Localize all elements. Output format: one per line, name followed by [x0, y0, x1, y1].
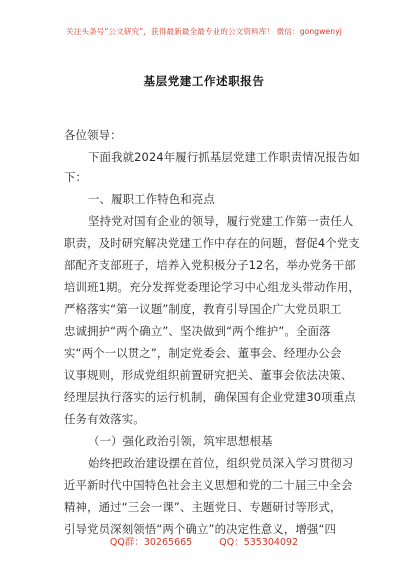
header-banner: 关注头条号“公文研究”，获得最新最全最专业的公文资料库！ 微信：gongwenyj: [66, 27, 342, 36]
footer-contact: [0, 534, 408, 548]
paragraph-line: 下：: [64, 170, 88, 184]
paragraph-line: 引导党员深刻领悟“两个确立”的决定性意义，增强“四: [64, 522, 337, 536]
paragraph-line: 忠诚拥护“两个确立”、坚决做到“两个维护”。全面落: [64, 324, 331, 338]
paragraph-line: 部配齐支部班子，培养入党积极分子12名，举办党务干部: [64, 258, 356, 272]
paragraph-line: 严格落实“第一议题”制度，教育引导国企广大党员职工: [64, 302, 342, 316]
section-heading: 一、履职工作特色和亮点: [88, 192, 215, 206]
paragraph-line: 坚持党对国有企业的领导，履行党建工作第一责任人: [88, 214, 354, 228]
paragraph-line: 经理层执行落实的运行机制，确保国有企业党建30项重点: [64, 390, 356, 404]
paragraph-line: 下面我就2024年履行抓基层党建工作职责情况报告如: [88, 150, 360, 164]
paragraph-line: 近平新时代中国特色社会主义思想和党的二十届三中全会: [64, 478, 353, 492]
paragraph-line: 始终把政治建设摆在首位，组织党员深入学习贯彻习: [88, 456, 354, 470]
paragraph-line: 职责，及时研究解决党建工作中存在的问题，督促4个党支: [64, 236, 360, 250]
qq-number-text: QQ：535304092: [219, 537, 299, 548]
salutation-line: 各位领导：: [64, 128, 122, 142]
paragraph-line: 任务有效落实。: [64, 412, 145, 426]
paragraph-line: 精神，通过“三会一课”、主题党日、专题研讨等形式，: [64, 500, 342, 514]
subsection-heading: （一）强化政治引领，筑牢思想根基: [88, 434, 273, 448]
page-title: 基层党建工作述职报告: [143, 74, 265, 88]
qq-group-text: QQ群：30265665: [109, 537, 193, 548]
paragraph-line: 议事规则，形成党组织前置研究把关、董事会依法决策、: [64, 368, 353, 382]
paragraph-line: 实“两个一以贯之”，制定党委会、董事会、经理办公会: [64, 346, 342, 360]
paragraph-line: 培训班1期。充分发挥党委理论学习中心组龙头带动作用，: [64, 280, 360, 294]
